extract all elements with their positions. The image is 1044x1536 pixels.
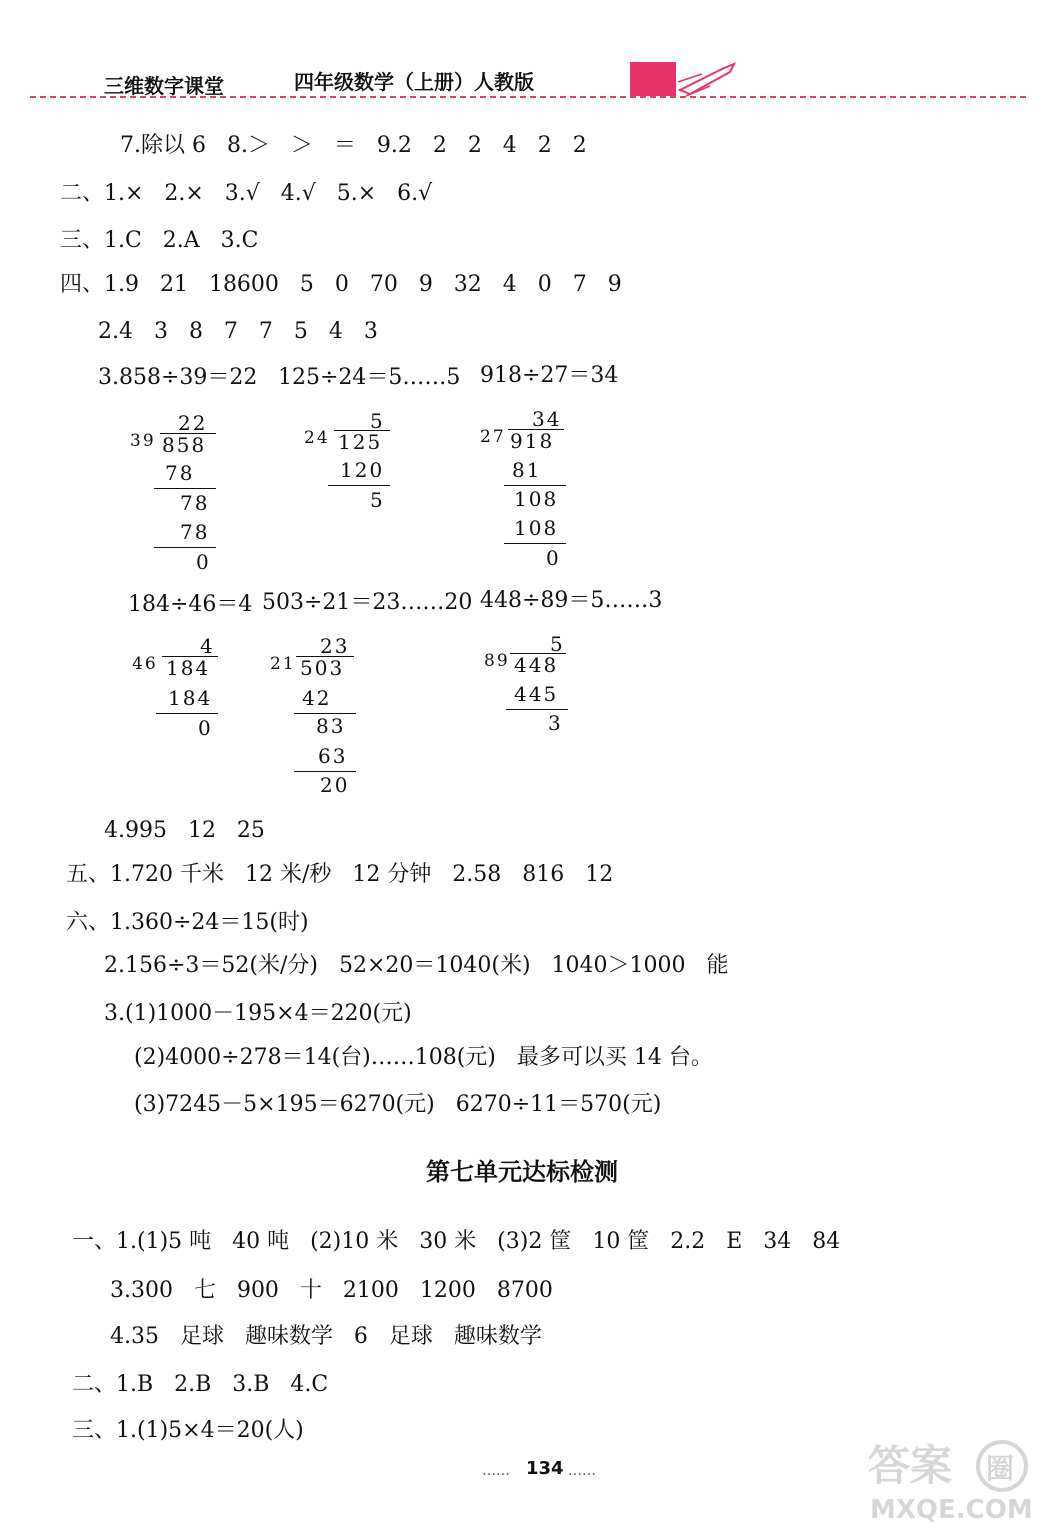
section-title: 第七单元达标检测 <box>426 1158 618 1186</box>
step-value: 81 <box>512 458 542 482</box>
dividend: 125 <box>338 430 383 454</box>
dividend: 503 <box>300 656 345 680</box>
step-value: 0 <box>196 550 211 574</box>
step-value: 108 <box>514 516 559 540</box>
step-value: 83 <box>316 714 346 738</box>
divisor: 39 <box>130 431 156 451</box>
answer-line: 五、1.720 千米 12 米/秒 12 分钟 2.58 816 12 <box>66 862 614 887</box>
dividend: 184 <box>166 656 211 680</box>
quotient: 4 <box>200 634 215 658</box>
svg-text:圈: 圈 <box>986 1452 1015 1485</box>
step-rule <box>156 713 218 714</box>
dividend: 858 <box>162 433 207 457</box>
step-rule <box>294 771 356 772</box>
division-equation: 918÷27＝34 <box>480 363 619 388</box>
answer-line: (3)7245－5×195＝6270(元) 6270÷11＝570(元) <box>134 1092 662 1117</box>
answer-line: 一、1.(1)5 吨 40 吨 (2)10 米 30 米 (3)2 筐 10 筐 2.2 E 34 84 <box>72 1229 841 1254</box>
step-value: 63 <box>318 744 348 768</box>
svg-text:答案: 答案 <box>868 1441 953 1490</box>
footer-dots-right: …… <box>568 1463 596 1479</box>
header-book-title: 四年级数学（上册）人教版 <box>294 70 534 94</box>
answer-line: 三、1.(1)5×4＝20(人) <box>72 1418 304 1443</box>
division-equation: 184÷46＝4 <box>128 592 253 617</box>
step-value: 184 <box>168 686 213 710</box>
step-rule <box>506 709 568 710</box>
footer-dots-left: …… <box>482 1463 510 1479</box>
divisor: 46 <box>132 654 158 674</box>
answer-line: 三、1.C 2.A 3.C <box>60 228 259 253</box>
step-value: 42 <box>302 686 332 710</box>
division-equation: 448÷89＝5……3 <box>480 588 663 613</box>
step-rule <box>328 485 390 486</box>
quotient: 5 <box>550 632 565 656</box>
step-rule <box>504 543 566 544</box>
answer-line: 2.156÷3＝52(米/分) 52×20＝1040(米) 1040＞1000 能 <box>104 953 729 978</box>
step-value: 3 <box>548 711 563 735</box>
step-value: 0 <box>546 546 561 570</box>
step-rule <box>154 547 216 548</box>
answer-line: 7.除以 6 8.＞ ＞ ＝ 9.2 2 2 4 2 2 <box>120 133 587 158</box>
divisor: 21 <box>270 654 296 674</box>
dividend: 448 <box>514 653 559 677</box>
svg-text:MXQE.COM: MXQE.COM <box>870 1495 1032 1524</box>
answer-line: 3.300 七 900 十 2100 1200 8700 <box>110 1278 553 1303</box>
step-value: 78 <box>180 520 210 544</box>
step-value: 78 <box>165 461 195 485</box>
page-number: 134 <box>526 1458 564 1479</box>
step-value: 78 <box>180 491 210 515</box>
dividend: 918 <box>510 429 555 453</box>
answer-line: 二、1.× 2.× 3.√ 4.√ 5.× 6.√ <box>60 181 433 206</box>
quotient: 34 <box>532 407 562 431</box>
header-dashed-rule <box>30 96 1026 98</box>
header-series: 三维数字课堂 <box>104 74 224 98</box>
answer-line: 六、1.360÷24＝15(时) <box>66 910 309 935</box>
answer-line: 2.4 3 8 7 7 5 4 3 <box>98 319 378 344</box>
division-equation: 503÷21＝23……20 <box>262 590 473 615</box>
divisor: 24 <box>304 428 330 448</box>
step-value: 120 <box>340 458 385 482</box>
division-equation: 3.858÷39＝22 <box>98 365 258 390</box>
step-value: 20 <box>320 773 350 797</box>
step-rule <box>504 485 566 486</box>
divisor: 27 <box>480 427 506 447</box>
quotient: 22 <box>178 411 208 435</box>
step-rule <box>154 488 216 489</box>
watermark-logo <box>862 1434 1032 1528</box>
quotient: 5 <box>370 409 385 433</box>
answer-line: 3.(1)1000－195×4＝220(元) <box>104 1001 412 1026</box>
rocket-icon <box>676 60 738 100</box>
step-value: 445 <box>514 682 559 706</box>
divisor: 89 <box>484 651 510 671</box>
quotient: 23 <box>320 634 350 658</box>
division-equation: 125÷24＝5……5 <box>278 365 461 390</box>
answer-line: 4.995 12 25 <box>104 818 265 843</box>
step-value: 108 <box>514 487 559 511</box>
answer-line: 四、1.9 21 18600 5 0 70 9 32 4 0 7 9 <box>60 272 622 297</box>
answer-line: 二、1.B 2.B 3.B 4.C <box>72 1372 329 1397</box>
step-value: 5 <box>370 488 385 512</box>
step-value: 0 <box>198 716 213 740</box>
answer-line: 4.35 足球 趣味数学 6 足球 趣味数学 <box>110 1324 542 1349</box>
header-accent-block <box>630 62 676 96</box>
answer-line: (2)4000÷278＝14(台)……108(元) 最多可以买 14 台。 <box>134 1045 713 1070</box>
